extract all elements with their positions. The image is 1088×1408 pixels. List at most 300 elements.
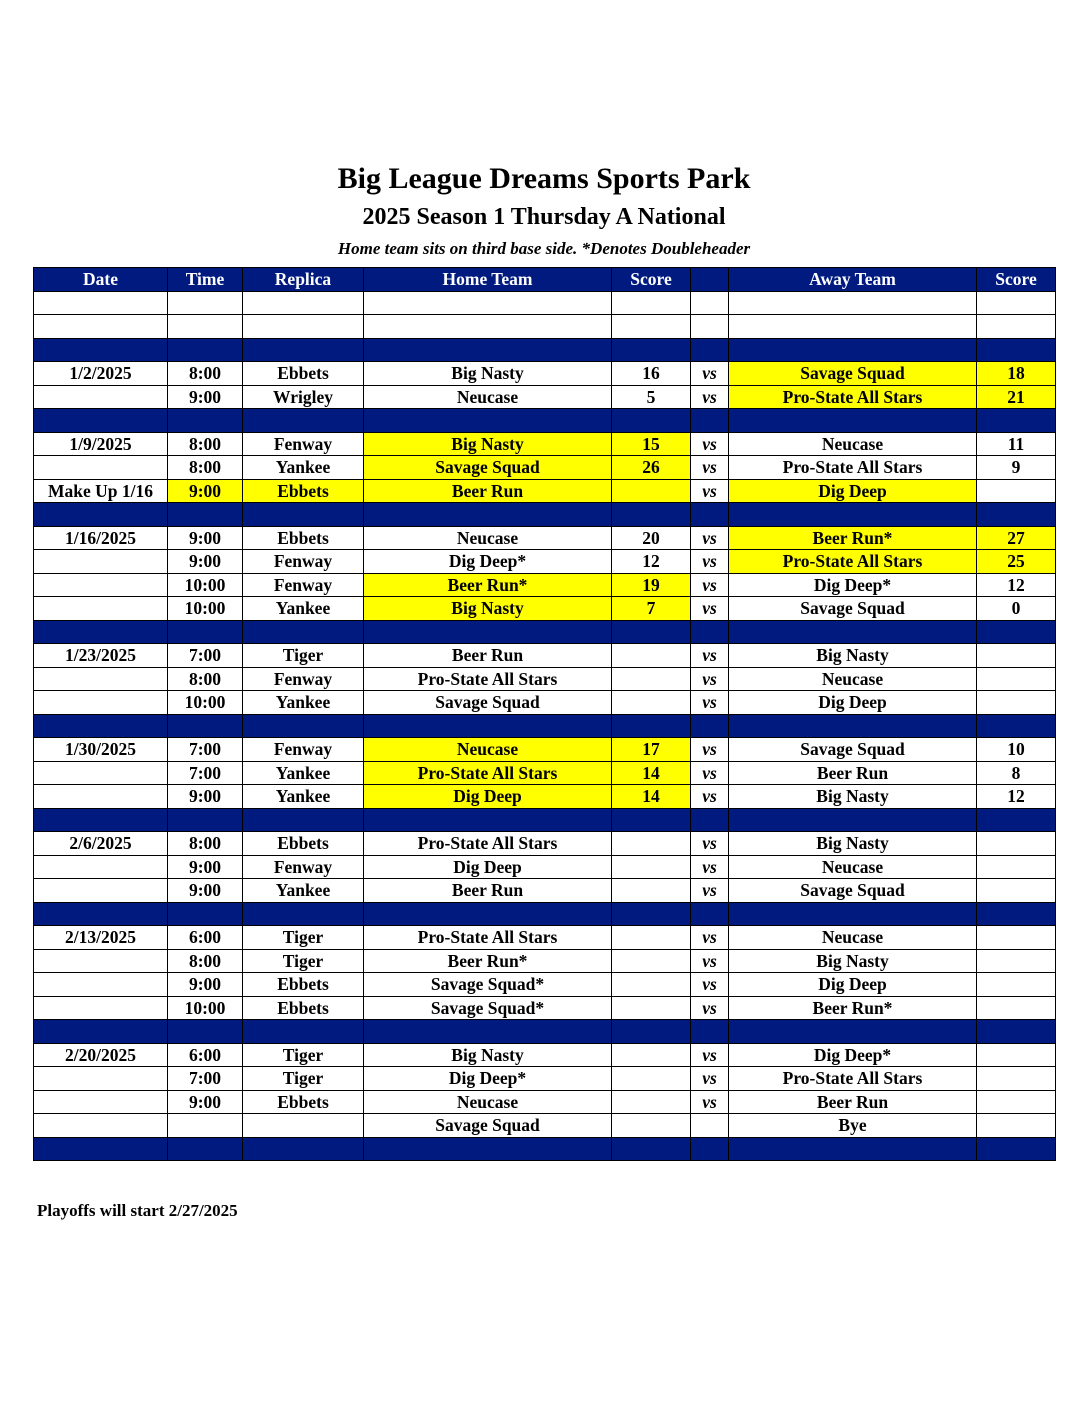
- cell-vs: [691, 291, 729, 315]
- cell-vs: vs: [691, 362, 729, 386]
- cell-home-team: [364, 503, 612, 527]
- separator-row: [34, 338, 1056, 362]
- cell-replica: Tiger: [243, 949, 364, 973]
- cell-time: [168, 1020, 243, 1044]
- cell-vs: [691, 714, 729, 738]
- cell-home-team: [364, 1137, 612, 1161]
- cell-replica: Fenway: [243, 738, 364, 762]
- cell-date: [34, 785, 168, 809]
- cell-away-team: Neucase: [729, 926, 977, 950]
- cell-date: [34, 808, 168, 832]
- cell-home-score: [612, 691, 691, 715]
- cell-time: [168, 808, 243, 832]
- cell-replica: Tiger: [243, 644, 364, 668]
- game-row: [34, 973, 1056, 997]
- cell-home-team: [364, 409, 612, 433]
- cell-home-score: [612, 620, 691, 644]
- game-row: [34, 926, 1056, 950]
- cell-home-score: [612, 832, 691, 856]
- cell-time: 10:00: [168, 597, 243, 621]
- cell-away-score: [977, 1067, 1056, 1091]
- cell-away-team: Big Nasty: [729, 644, 977, 668]
- cell-date: Make Up 1/16: [34, 479, 168, 503]
- cell-away-score: [977, 1090, 1056, 1114]
- cell-away-score: [977, 503, 1056, 527]
- cell-home-team: Neucase: [364, 526, 612, 550]
- cell-home-team: [364, 338, 612, 362]
- cell-home-score: [612, 338, 691, 362]
- cell-home-score: [612, 1043, 691, 1067]
- cell-away-team: Big Nasty: [729, 949, 977, 973]
- cell-replica: Yankee: [243, 456, 364, 480]
- cell-home-team: [364, 315, 612, 339]
- cell-away-team: Bye: [729, 1114, 977, 1138]
- cell-home-team: Pro-State All Stars: [364, 667, 612, 691]
- cell-away-team: [729, 315, 977, 339]
- cell-away-score: [977, 1137, 1056, 1161]
- cell-home-team: Big Nasty: [364, 597, 612, 621]
- cell-replica: Fenway: [243, 432, 364, 456]
- cell-home-score: 12: [612, 550, 691, 574]
- cell-home-score: 17: [612, 738, 691, 762]
- cell-home-team: Savage Squad*: [364, 973, 612, 997]
- cell-away-score: [977, 714, 1056, 738]
- cell-replica: Fenway: [243, 667, 364, 691]
- game-row: [34, 550, 1056, 574]
- cell-time: 9:00: [168, 526, 243, 550]
- separator-row: [34, 620, 1056, 644]
- cell-date: [34, 315, 168, 339]
- cell-replica: Tiger: [243, 1067, 364, 1091]
- cell-home-score: 16: [612, 362, 691, 386]
- cell-date: [34, 409, 168, 433]
- cell-away-team: Dig Deep: [729, 479, 977, 503]
- header-time: Time: [168, 268, 243, 292]
- cell-time: 8:00: [168, 832, 243, 856]
- cell-replica: Ebbets: [243, 832, 364, 856]
- cell-away-team: [729, 620, 977, 644]
- cell-replica: [243, 315, 364, 339]
- cell-vs: vs: [691, 385, 729, 409]
- cell-home-team: Savage Squad: [364, 1114, 612, 1138]
- cell-vs: vs: [691, 691, 729, 715]
- cell-date: [34, 1067, 168, 1091]
- cell-replica: Yankee: [243, 761, 364, 785]
- cell-time: 9:00: [168, 550, 243, 574]
- separator-row: [34, 1137, 1056, 1161]
- cell-away-score: [977, 667, 1056, 691]
- cell-replica: Wrigley: [243, 385, 364, 409]
- cell-date: [34, 1137, 168, 1161]
- cell-away-team: Pro-State All Stars: [729, 1067, 977, 1091]
- cell-away-team: Dig Deep*: [729, 573, 977, 597]
- cell-away-score: [977, 1020, 1056, 1044]
- cell-time: [168, 902, 243, 926]
- cell-home-team: Savage Squad*: [364, 996, 612, 1020]
- cell-away-team: [729, 714, 977, 738]
- cell-time: 7:00: [168, 1067, 243, 1091]
- cell-home-score: [612, 879, 691, 903]
- cell-home-score: [612, 1067, 691, 1091]
- cell-home-score: [612, 855, 691, 879]
- cell-date: [34, 879, 168, 903]
- cell-time: 7:00: [168, 644, 243, 668]
- game-row: [34, 879, 1056, 903]
- cell-date: [34, 573, 168, 597]
- cell-replica: Ebbets: [243, 973, 364, 997]
- game-row: [34, 785, 1056, 809]
- cell-home-team: Dig Deep*: [364, 550, 612, 574]
- cell-home-team: Big Nasty: [364, 1043, 612, 1067]
- cell-away-score: [977, 902, 1056, 926]
- game-row: [34, 385, 1056, 409]
- cell-replica: Ebbets: [243, 362, 364, 386]
- cell-date: [34, 597, 168, 621]
- cell-vs: vs: [691, 550, 729, 574]
- cell-date: [34, 1090, 168, 1114]
- cell-time: 10:00: [168, 691, 243, 715]
- separator-row: [34, 902, 1056, 926]
- cell-time: [168, 620, 243, 644]
- cell-home-team: [364, 620, 612, 644]
- cell-date: 2/20/2025: [34, 1043, 168, 1067]
- cell-away-team: Neucase: [729, 855, 977, 879]
- cell-vs: vs: [691, 879, 729, 903]
- cell-away-score: 12: [977, 573, 1056, 597]
- game-row: [34, 1043, 1056, 1067]
- cell-away-score: 8: [977, 761, 1056, 785]
- cell-date: [34, 291, 168, 315]
- cell-away-score: [977, 832, 1056, 856]
- game-row: [34, 1114, 1056, 1138]
- cell-time: 9:00: [168, 973, 243, 997]
- cell-vs: vs: [691, 1090, 729, 1114]
- page-subtitle: 2025 Season 1 Thursday A National: [362, 204, 726, 230]
- cell-vs: vs: [691, 432, 729, 456]
- game-row: [34, 526, 1056, 550]
- game-row: [34, 597, 1056, 621]
- cell-home-score: [612, 714, 691, 738]
- cell-date: [34, 691, 168, 715]
- cell-away-score: [977, 644, 1056, 668]
- header-vs: [691, 268, 729, 292]
- cell-date: [34, 550, 168, 574]
- cell-home-team: Big Nasty: [364, 362, 612, 386]
- cell-away-team: Big Nasty: [729, 785, 977, 809]
- cell-vs: [691, 1137, 729, 1161]
- cell-date: 1/16/2025: [34, 526, 168, 550]
- game-row: [34, 644, 1056, 668]
- header-away-team: Away Team: [729, 268, 977, 292]
- cell-replica: [243, 1137, 364, 1161]
- cell-home-team: Savage Squad: [364, 691, 612, 715]
- cell-time: 9:00: [168, 785, 243, 809]
- cell-replica: [243, 338, 364, 362]
- cell-away-score: 11: [977, 432, 1056, 456]
- cell-time: 9:00: [168, 879, 243, 903]
- cell-home-score: [612, 1137, 691, 1161]
- cell-away-team: Beer Run*: [729, 526, 977, 550]
- game-row: [34, 479, 1056, 503]
- cell-away-team: [729, 902, 977, 926]
- cell-home-score: [612, 902, 691, 926]
- cell-away-score: [977, 949, 1056, 973]
- cell-away-score: 21: [977, 385, 1056, 409]
- cell-home-team: [364, 808, 612, 832]
- header-away-score: Score: [977, 268, 1056, 292]
- cell-vs: vs: [691, 855, 729, 879]
- cell-vs: [691, 1020, 729, 1044]
- cell-away-score: 12: [977, 785, 1056, 809]
- cell-vs: vs: [691, 832, 729, 856]
- cell-home-score: [612, 409, 691, 433]
- cell-replica: Fenway: [243, 550, 364, 574]
- cell-home-team: Neucase: [364, 385, 612, 409]
- cell-replica: Fenway: [243, 855, 364, 879]
- cell-time: 6:00: [168, 926, 243, 950]
- cell-vs: [691, 503, 729, 527]
- cell-replica: [243, 409, 364, 433]
- cell-away-team: Dig Deep: [729, 973, 977, 997]
- cell-replica: [243, 503, 364, 527]
- game-row: [34, 691, 1056, 715]
- cell-away-team: Savage Squad: [729, 879, 977, 903]
- cell-date: 1/30/2025: [34, 738, 168, 762]
- cell-time: [168, 1114, 243, 1138]
- header-replica: Replica: [243, 268, 364, 292]
- cell-away-team: Savage Squad: [729, 597, 977, 621]
- cell-replica: Yankee: [243, 691, 364, 715]
- cell-time: [168, 409, 243, 433]
- cell-away-score: 18: [977, 362, 1056, 386]
- cell-replica: [243, 1020, 364, 1044]
- cell-replica: [243, 902, 364, 926]
- cell-time: [168, 714, 243, 738]
- cell-time: [168, 1137, 243, 1161]
- cell-away-score: [977, 1043, 1056, 1067]
- cell-time: [168, 315, 243, 339]
- cell-date: [34, 973, 168, 997]
- game-row: [34, 1067, 1056, 1091]
- game-row: [34, 362, 1056, 386]
- cell-away-team: [729, 338, 977, 362]
- cell-away-score: [977, 479, 1056, 503]
- cell-vs: vs: [691, 949, 729, 973]
- cell-home-score: 20: [612, 526, 691, 550]
- cell-home-score: 15: [612, 432, 691, 456]
- blank-row: [34, 291, 1056, 315]
- cell-home-team: Neucase: [364, 738, 612, 762]
- cell-home-score: [612, 1114, 691, 1138]
- cell-time: 10:00: [168, 996, 243, 1020]
- cell-date: 1/9/2025: [34, 432, 168, 456]
- cell-home-team: [364, 902, 612, 926]
- cell-home-score: [612, 926, 691, 950]
- cell-date: [34, 855, 168, 879]
- cell-home-score: [612, 949, 691, 973]
- cell-home-score: [612, 291, 691, 315]
- cell-vs: vs: [691, 761, 729, 785]
- cell-away-score: 9: [977, 456, 1056, 480]
- cell-away-score: [977, 409, 1056, 433]
- cell-home-team: Pro-State All Stars: [364, 926, 612, 950]
- cell-vs: vs: [691, 1043, 729, 1067]
- cell-replica: Tiger: [243, 926, 364, 950]
- cell-away-team: Big Nasty: [729, 832, 977, 856]
- cell-away-team: [729, 409, 977, 433]
- cell-away-score: [977, 996, 1056, 1020]
- separator-row: [34, 1020, 1056, 1044]
- cell-vs: vs: [691, 644, 729, 668]
- cell-replica: Yankee: [243, 879, 364, 903]
- cell-away-team: [729, 1137, 977, 1161]
- cell-away-team: Savage Squad: [729, 738, 977, 762]
- cell-away-score: 0: [977, 597, 1056, 621]
- cell-home-score: [612, 315, 691, 339]
- cell-replica: Ebbets: [243, 526, 364, 550]
- cell-vs: vs: [691, 738, 729, 762]
- cell-date: [34, 456, 168, 480]
- schedule-table: [33, 267, 1056, 1161]
- cell-date: [34, 1020, 168, 1044]
- cell-away-score: [977, 620, 1056, 644]
- cell-time: 8:00: [168, 456, 243, 480]
- header-date: Date: [34, 268, 168, 292]
- cell-date: [34, 902, 168, 926]
- cell-date: [34, 667, 168, 691]
- cell-away-score: [977, 691, 1056, 715]
- game-row: [34, 456, 1056, 480]
- cell-vs: [691, 620, 729, 644]
- cell-replica: [243, 620, 364, 644]
- cell-away-score: 10: [977, 738, 1056, 762]
- cell-home-team: [364, 291, 612, 315]
- cell-replica: Ebbets: [243, 996, 364, 1020]
- cell-replica: [243, 714, 364, 738]
- cell-time: [168, 338, 243, 362]
- cell-vs: [691, 1114, 729, 1138]
- cell-away-team: Pro-State All Stars: [729, 456, 977, 480]
- cell-time: 9:00: [168, 385, 243, 409]
- game-row: [34, 949, 1056, 973]
- cell-time: 8:00: [168, 667, 243, 691]
- cell-date: [34, 761, 168, 785]
- cell-home-score: 14: [612, 785, 691, 809]
- cell-time: [168, 291, 243, 315]
- cell-vs: [691, 338, 729, 362]
- page-title: Big League Dreams Sports Park: [337, 162, 751, 195]
- cell-date: [34, 949, 168, 973]
- cell-away-team: Beer Run: [729, 1090, 977, 1114]
- cell-vs: vs: [691, 973, 729, 997]
- cell-vs: vs: [691, 456, 729, 480]
- cell-away-team: [729, 291, 977, 315]
- cell-home-score: 5: [612, 385, 691, 409]
- separator-row: [34, 714, 1056, 738]
- cell-home-score: 14: [612, 761, 691, 785]
- cell-time: 9:00: [168, 855, 243, 879]
- cell-home-team: Big Nasty: [364, 432, 612, 456]
- cell-replica: [243, 808, 364, 832]
- cell-home-team: Pro-State All Stars: [364, 832, 612, 856]
- cell-home-team: Beer Run*: [364, 949, 612, 973]
- cell-home-score: [612, 479, 691, 503]
- cell-away-team: Pro-State All Stars: [729, 550, 977, 574]
- cell-vs: vs: [691, 597, 729, 621]
- cell-away-team: Beer Run: [729, 761, 977, 785]
- cell-date: [34, 338, 168, 362]
- cell-home-score: [612, 1020, 691, 1044]
- separator-row: [34, 409, 1056, 433]
- separator-row: [34, 808, 1056, 832]
- cell-replica: Fenway: [243, 573, 364, 597]
- cell-vs: [691, 808, 729, 832]
- header-home-team: Home Team: [364, 268, 612, 292]
- separator-row: [34, 503, 1056, 527]
- cell-home-score: [612, 667, 691, 691]
- cell-time: 9:00: [168, 479, 243, 503]
- cell-home-team: Beer Run*: [364, 573, 612, 597]
- cell-home-score: [612, 996, 691, 1020]
- cell-time: 8:00: [168, 949, 243, 973]
- cell-home-team: [364, 1020, 612, 1044]
- cell-away-score: 25: [977, 550, 1056, 574]
- cell-replica: Yankee: [243, 597, 364, 621]
- game-row: [34, 432, 1056, 456]
- cell-date: 1/2/2025: [34, 362, 168, 386]
- cell-home-team: [364, 714, 612, 738]
- cell-home-team: Beer Run: [364, 644, 612, 668]
- cell-away-team: Beer Run*: [729, 996, 977, 1020]
- cell-replica: [243, 291, 364, 315]
- playoffs-note: Playoffs will start 2/27/2025: [37, 1201, 238, 1220]
- cell-home-score: 7: [612, 597, 691, 621]
- cell-vs: vs: [691, 926, 729, 950]
- cell-away-score: [977, 973, 1056, 997]
- game-row: [34, 573, 1056, 597]
- cell-date: [34, 996, 168, 1020]
- cell-time: 6:00: [168, 1043, 243, 1067]
- game-row: [34, 667, 1056, 691]
- cell-date: [34, 620, 168, 644]
- cell-date: [34, 714, 168, 738]
- cell-away-team: [729, 1020, 977, 1044]
- cell-date: [34, 385, 168, 409]
- cell-home-team: Pro-State All Stars: [364, 761, 612, 785]
- cell-date: 1/23/2025: [34, 644, 168, 668]
- cell-vs: [691, 902, 729, 926]
- cell-away-team: Pro-State All Stars: [729, 385, 977, 409]
- cell-vs: [691, 315, 729, 339]
- cell-home-score: 19: [612, 573, 691, 597]
- cell-vs: vs: [691, 785, 729, 809]
- cell-replica: Ebbets: [243, 479, 364, 503]
- cell-vs: vs: [691, 996, 729, 1020]
- cell-home-team: Dig Deep*: [364, 1067, 612, 1091]
- cell-home-team: Dig Deep: [364, 855, 612, 879]
- cell-away-team: [729, 808, 977, 832]
- cell-home-team: Neucase: [364, 1090, 612, 1114]
- cell-time: 8:00: [168, 432, 243, 456]
- page-note: Home team sits on third base side. *Denotes Doubleheader: [337, 239, 751, 258]
- cell-away-team: Savage Squad: [729, 362, 977, 386]
- cell-time: 10:00: [168, 573, 243, 597]
- cell-away-team: Neucase: [729, 432, 977, 456]
- cell-vs: vs: [691, 667, 729, 691]
- cell-away-score: [977, 338, 1056, 362]
- cell-away-score: [977, 1114, 1056, 1138]
- game-row: [34, 761, 1056, 785]
